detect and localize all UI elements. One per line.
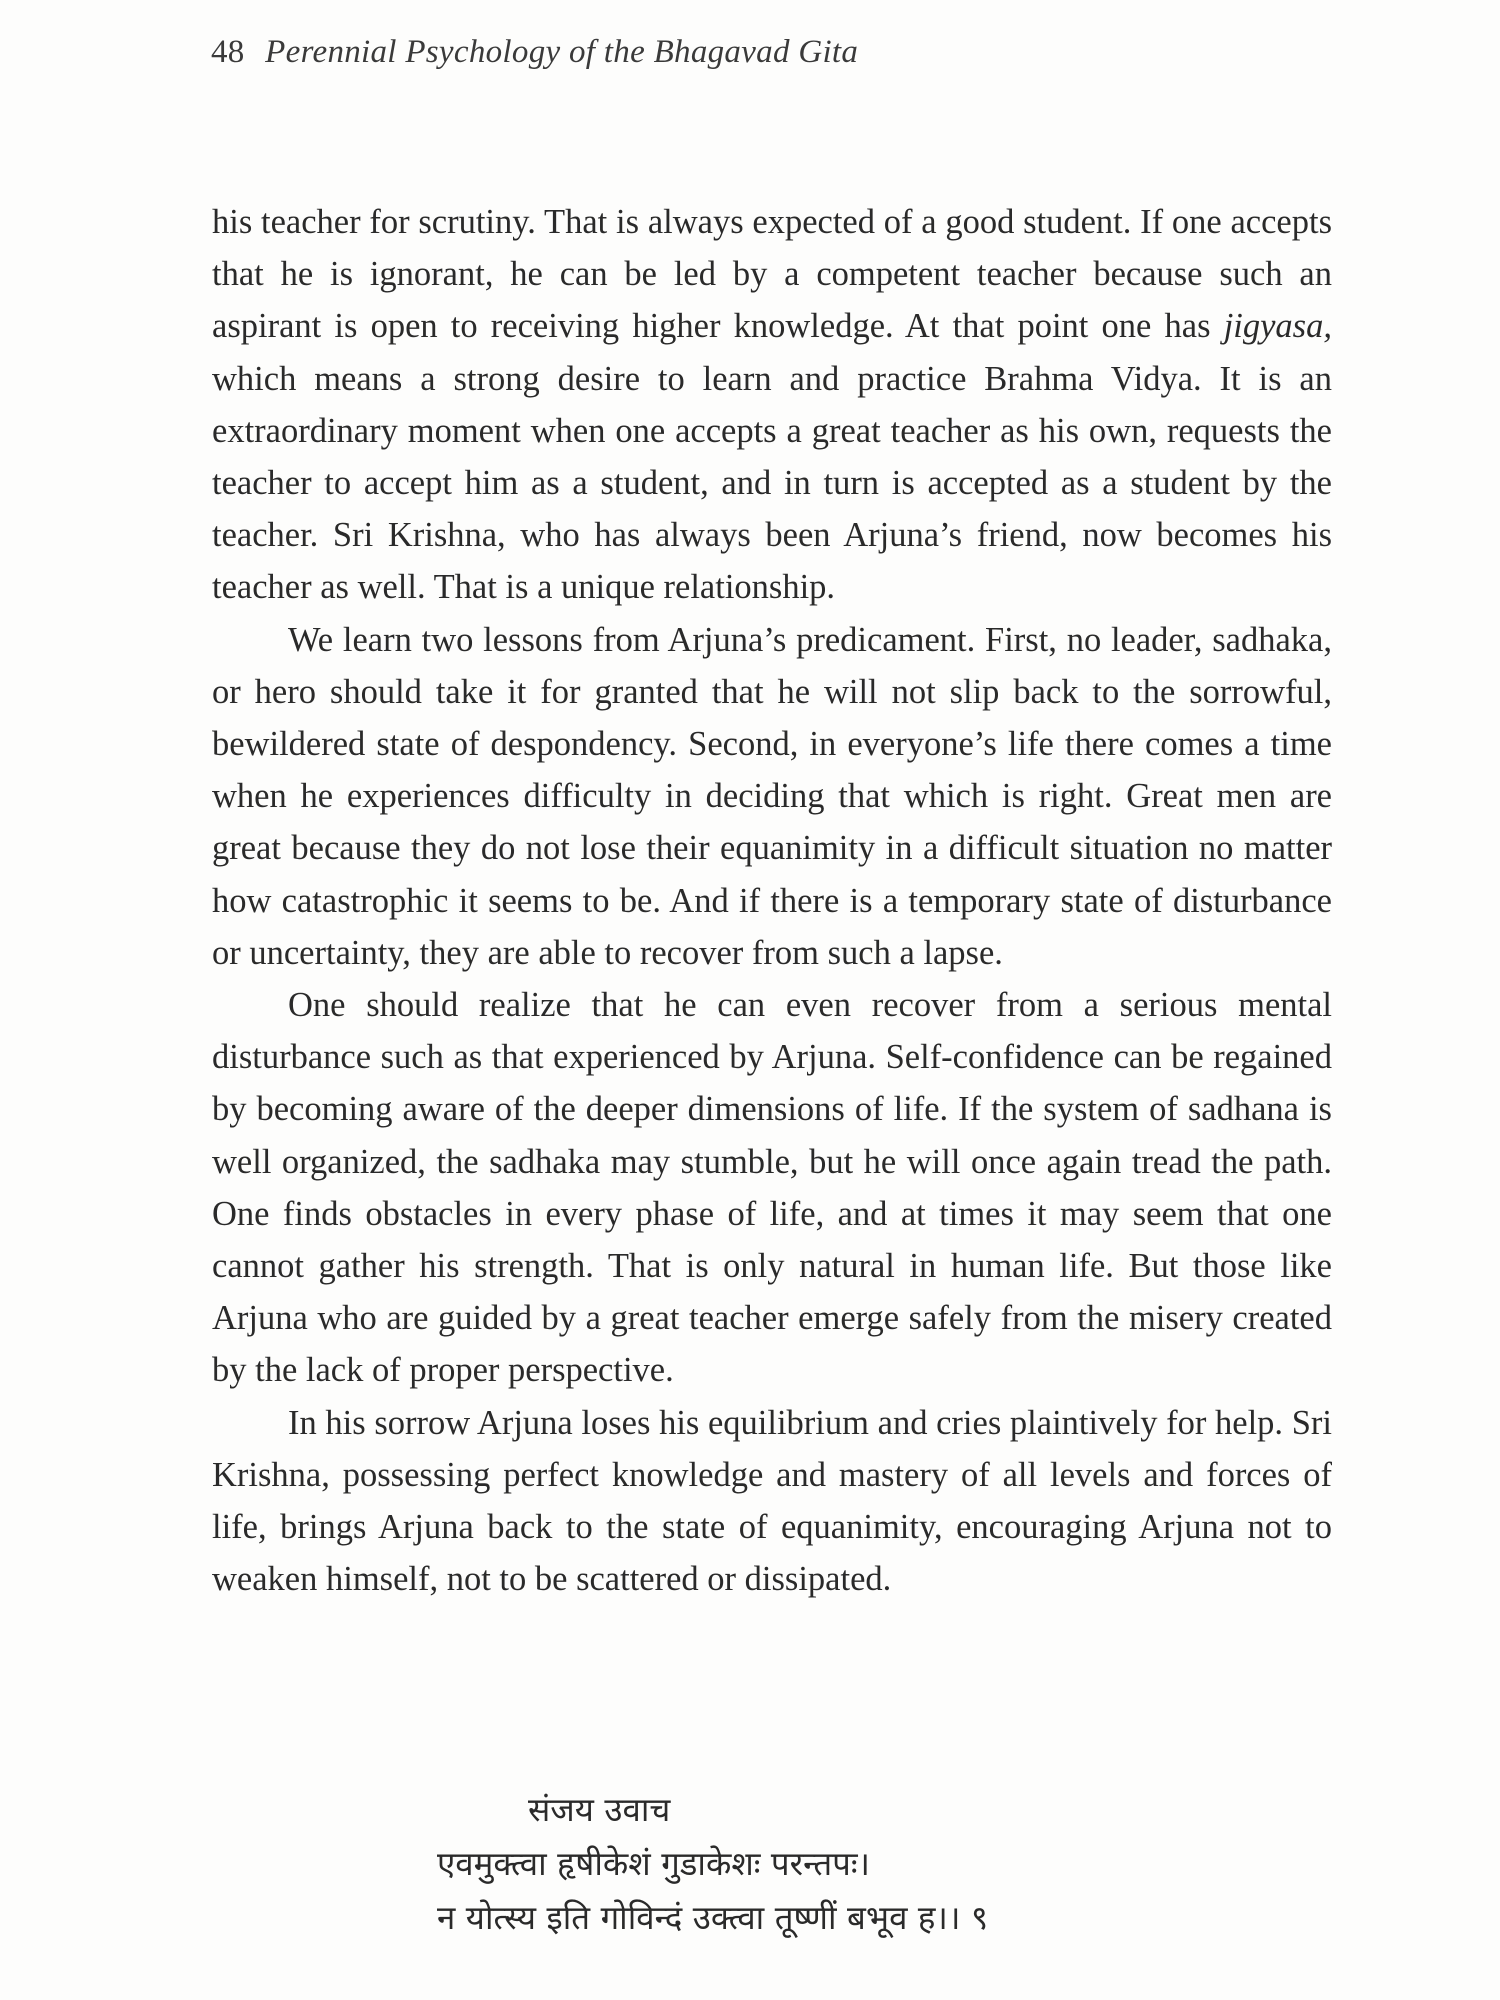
text-run: which means a strong desire to learn and practice Brahma Vidya. It is an extraordinary moment when one accepts a great teacher as his own, requests the teacher to accept him as a student, and in turn is accepted as a student by the teacher. Sri Krishna, who has always been Arjuna’s friend, now becomes his teacher as well. That is a unique relationship.	[212, 359, 1332, 607]
paragraph	[212, 614, 1332, 979]
italic-term: jigyasa,	[1223, 307, 1332, 346]
page-number: 48	[211, 34, 245, 70]
sanskrit-verse	[0, 1783, 1500, 1945]
verse-line-1: एवमुक्त्वा हृषीकेशं गुडाकेशः परन्तपः।	[437, 1844, 871, 1883]
verse-line-2: न योत्स्य इति गोविन्दं उक्त्वा तूष्णीं बभूव ह।। ९	[437, 1898, 989, 1937]
text-run: his teacher for scrutiny. That is always expected of a good student. If one accepts that he is ignorant, he can be led by a competent teacher because such an aspirant is open to receiving higher knowledge. At that point one has	[212, 203, 1332, 346]
body-text	[212, 196, 1332, 1605]
paragraph	[212, 1397, 1332, 1606]
paragraph	[212, 196, 1332, 614]
text-run: In his sorrow Arjuna loses his equilibrium and cries plaintively for help. Sri Krishna, possessing perfect knowledge and mastery of all levels and forces of life, brings Arjuna back to the state of equanimity, encouraging Arjuna not to weaken himself, not to be scattered or dissipated.	[212, 1403, 1332, 1599]
book-title: Perennial Psychology of the Bhagavad Gita	[265, 34, 859, 70]
running-head	[211, 34, 858, 71]
paragraph	[212, 979, 1332, 1397]
verse-speaker: संजय उवाच	[528, 1790, 671, 1829]
text-run: We learn two lessons from Arjuna’s predicament. First, no leader, sadhaka, or hero should take it for granted that he will not slip back to the sorrowful, bewildered state of despondency. Second, in everyone’s life there comes a time when he experiences difficulty in deciding that which is right. Great men are great because they do not lose their equanimity in a difficult situation no matter how catastrophic it seems to be. And if there is a temporary state of disturbance or uncertainty, they are able to recover from such a lapse.	[212, 620, 1332, 972]
text-run: One should realize that he can even recover from a serious mental disturbance such as that experienced by Arjuna. Self-confidence can be regained by becoming aware of the deeper dimensions of life. If the system of sadhana is well organized, the sadhaka may stumble, but he will once again tread the path. One finds obstacles in every phase of life, and at times it may seem that one cannot gather his strength. That is only natural in human life. But those like Arjuna who are guided by a great teacher emerge safely from the misery created by the lack of proper perspective.	[212, 986, 1332, 1390]
